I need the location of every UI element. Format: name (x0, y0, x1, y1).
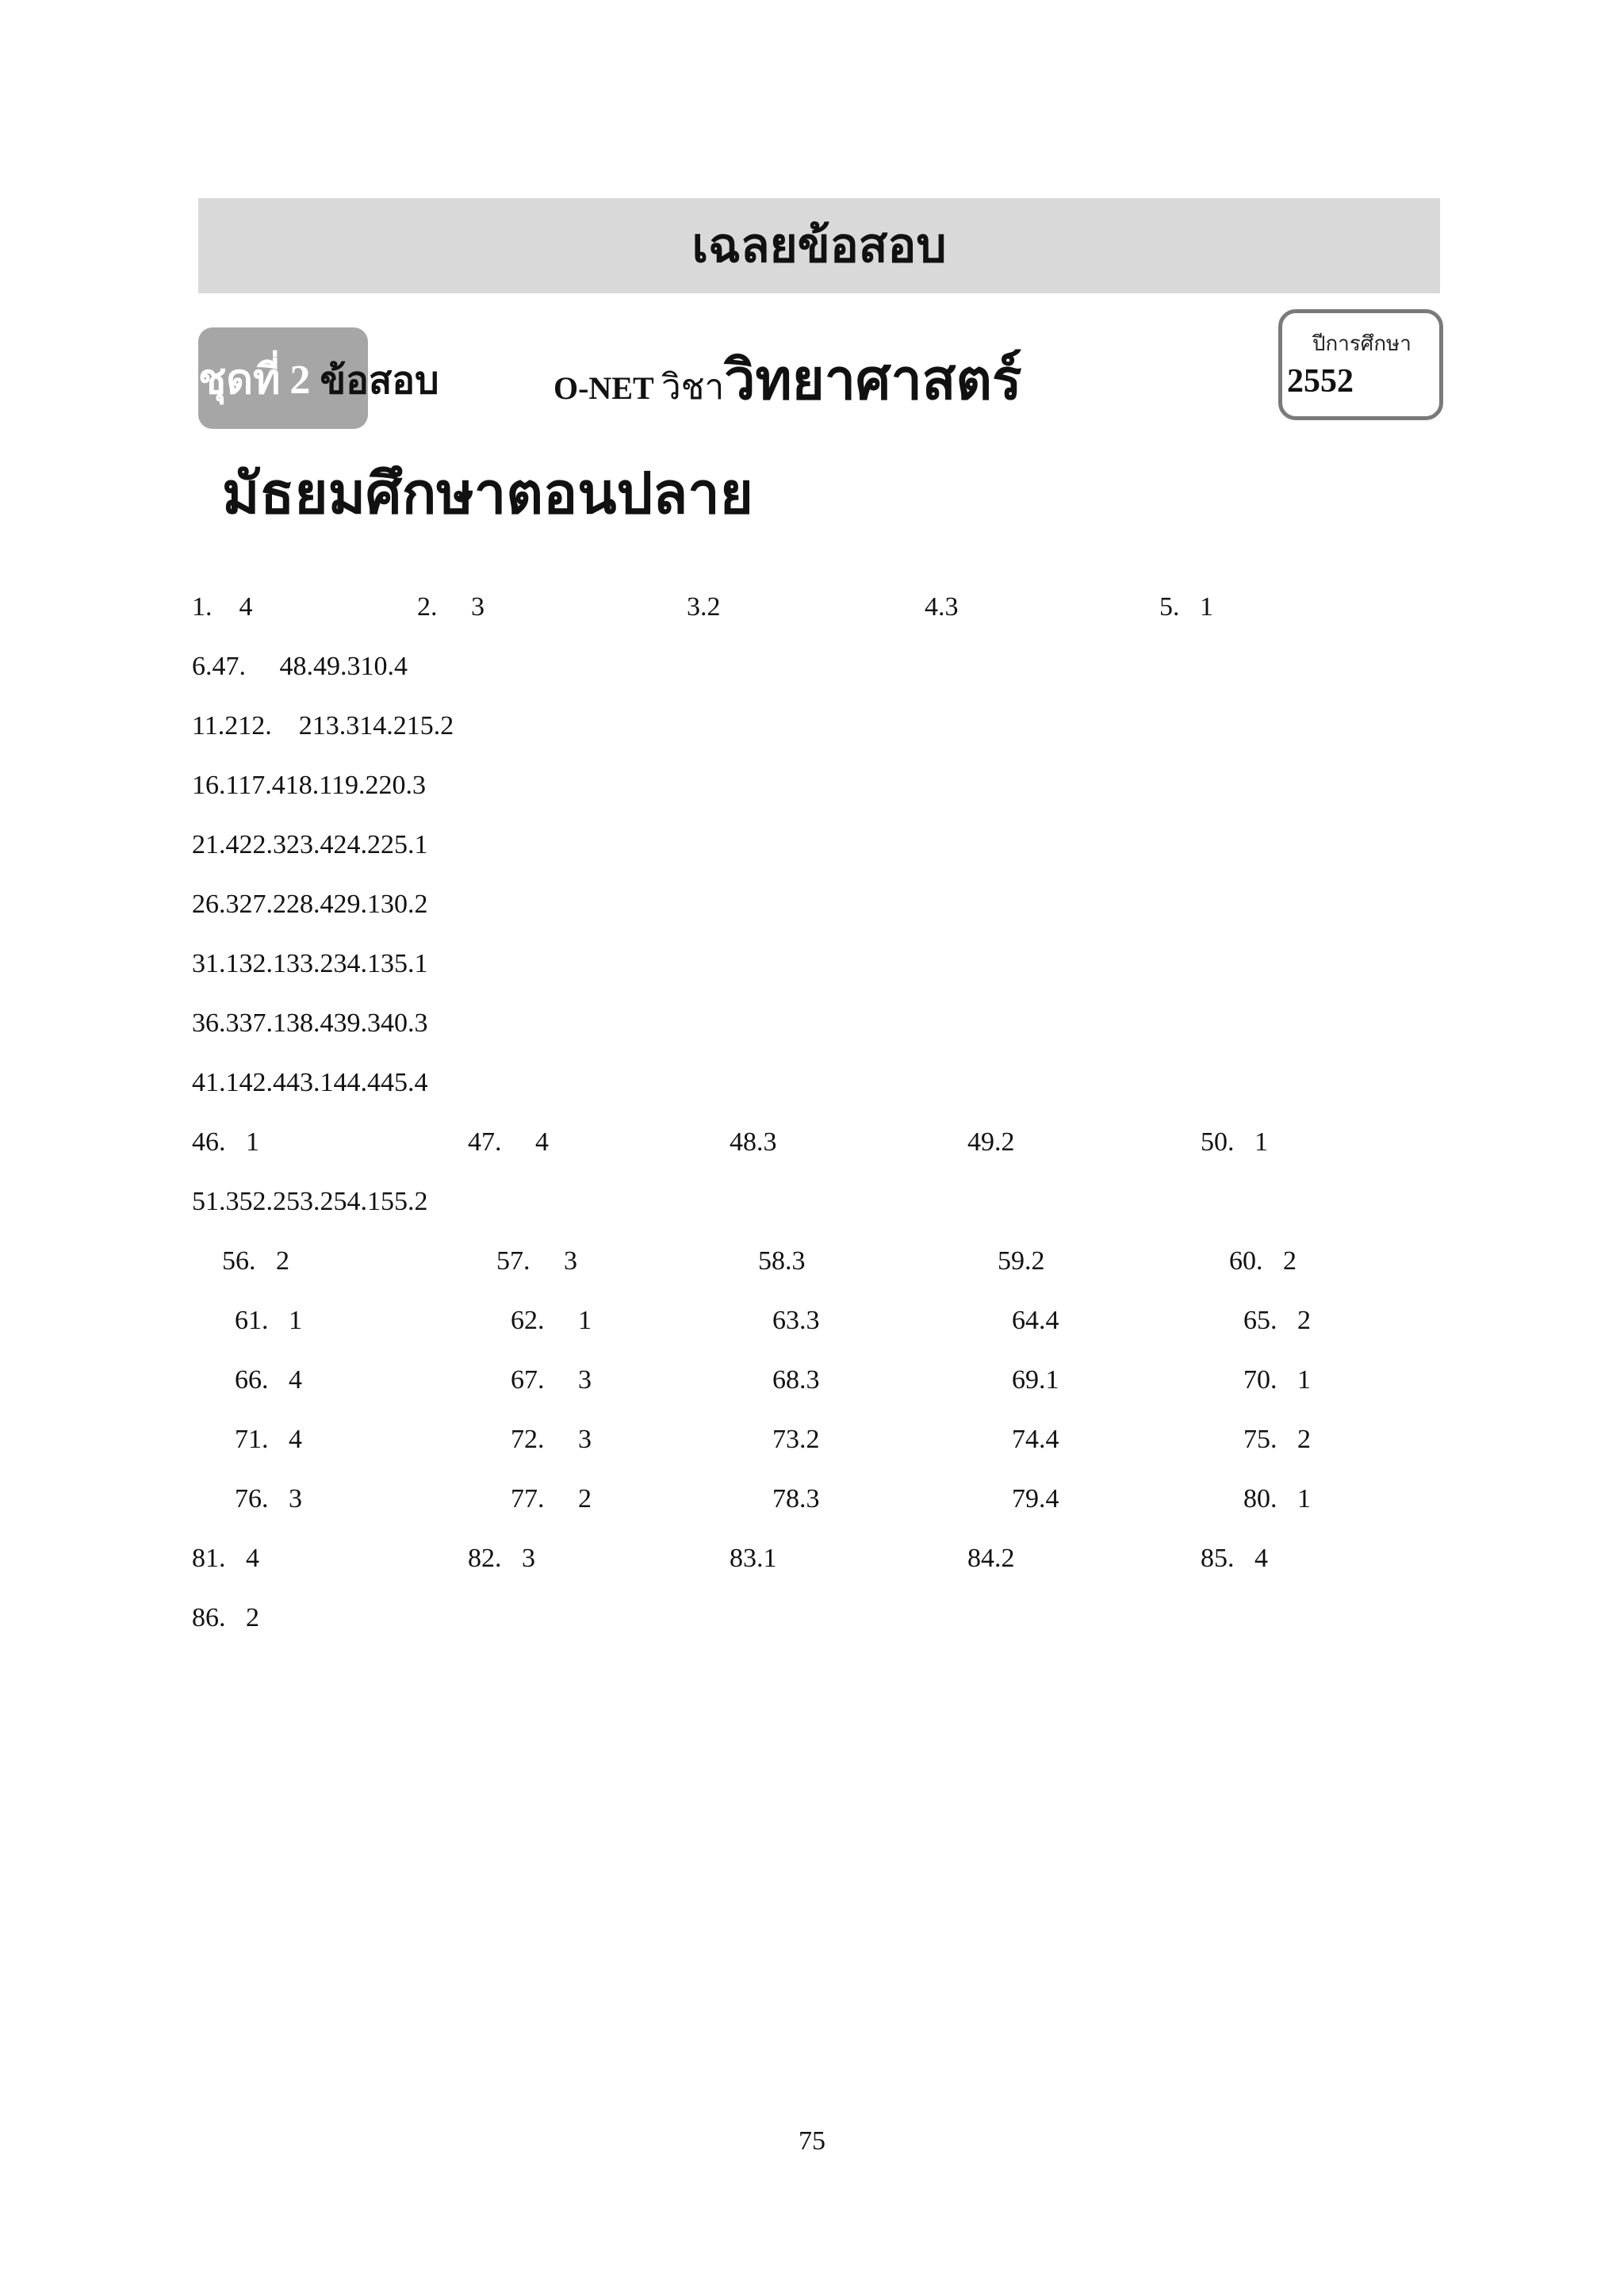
exam-name: O-NET (553, 370, 653, 406)
answer-row (0, 1238, 1624, 1285)
answer-item: 80. 1 (1243, 1484, 1311, 1513)
answer-row (0, 881, 1624, 928)
answer-item: 76. 3 (235, 1484, 302, 1513)
answer-item: 75. 2 (1243, 1425, 1311, 1454)
answer-item: 77. 2 (511, 1484, 592, 1513)
answer-row (0, 643, 1624, 691)
answer-item: 69.1 (1012, 1365, 1059, 1395)
answer-item: 81. 4 (192, 1544, 259, 1573)
set-number: 2 (289, 358, 311, 403)
answer-row (0, 1416, 1624, 1464)
answer-item: 59.2 (998, 1246, 1045, 1276)
answer-row (0, 1178, 1624, 1226)
year-box (1278, 309, 1443, 420)
answer-row (0, 584, 1624, 631)
subject-prefix: วิชา (661, 368, 725, 407)
answer-item: 63.3 (772, 1306, 820, 1335)
answer-row (0, 1059, 1624, 1107)
answer-item: 31.132.133.234.135.1 (192, 949, 428, 978)
answer-item: 4.3 (925, 592, 959, 622)
answer-item: 86. 2 (192, 1603, 259, 1632)
answer-item: 83.1 (730, 1544, 777, 1573)
answer-row (0, 1475, 1624, 1523)
answer-row (0, 940, 1624, 988)
answer-item: 48.3 (730, 1127, 777, 1157)
answer-item: 73.2 (772, 1425, 820, 1454)
answer-item: 78.3 (772, 1484, 820, 1513)
set-suffix: ข้อสอบ (320, 360, 439, 402)
answer-item: 6.47. 48.49.310.4 (192, 652, 408, 681)
answer-item: 46. 1 (192, 1127, 259, 1157)
year-value: 2552 (1287, 363, 1354, 400)
answer-item: 41.142.443.144.445.4 (192, 1068, 428, 1097)
answer-item: 72. 3 (511, 1425, 592, 1454)
answer-item: 57. 3 (496, 1246, 577, 1276)
answer-row (0, 821, 1624, 869)
answer-row (0, 762, 1624, 809)
answer-item: 5. 1 (1159, 592, 1213, 622)
answer-item: 61. 1 (235, 1306, 302, 1335)
page-number: 75 (799, 2126, 825, 2156)
answer-item: 51.352.253.254.155.2 (192, 1187, 428, 1216)
answer-item: 62. 1 (511, 1306, 592, 1335)
answer-item: 85. 4 (1201, 1544, 1268, 1573)
answer-item: 84.2 (967, 1544, 1015, 1573)
exam-title (553, 350, 1022, 415)
answer-row (0, 1000, 1624, 1047)
level-heading: มัธยมศึกษาตอนปลาย (222, 462, 753, 526)
answer-item: 47. 4 (468, 1127, 549, 1157)
year-label: ปีการศึกษา (1312, 332, 1411, 356)
answer-item: 79.4 (1012, 1484, 1059, 1513)
answer-item: 66. 4 (235, 1365, 302, 1395)
header-band (198, 198, 1440, 293)
answer-item: 2. 3 (417, 592, 485, 622)
answer-row (0, 1535, 1624, 1582)
answer-item: 26.327.228.429.130.2 (192, 890, 428, 919)
answer-item: 67. 3 (511, 1365, 592, 1395)
set-heading (198, 353, 439, 409)
answer-row (0, 1357, 1624, 1404)
subject-name: วิทยาศาสตร์ (724, 350, 1022, 411)
answer-row (0, 1297, 1624, 1345)
answer-item: 50. 1 (1201, 1127, 1268, 1157)
answer-item: 21.422.323.424.225.1 (192, 830, 428, 859)
answer-item: 70. 1 (1243, 1365, 1311, 1395)
answer-item: 74.4 (1012, 1425, 1059, 1454)
answer-item: 11.212. 213.314.215.2 (192, 711, 454, 740)
answer-item: 65. 2 (1243, 1306, 1311, 1335)
answer-item: 64.4 (1012, 1306, 1059, 1335)
answer-item: 58.3 (758, 1246, 806, 1276)
answer-item: 36.337.138.439.340.3 (192, 1008, 428, 1038)
answer-item: 68.3 (772, 1365, 820, 1395)
answer-row (0, 1119, 1624, 1166)
answer-item: 49.2 (967, 1127, 1015, 1157)
answer-item: 1. 4 (192, 592, 253, 622)
answer-row (0, 1594, 1624, 1642)
answer-item: 60. 2 (1229, 1246, 1297, 1276)
answer-item: 56. 2 (222, 1246, 289, 1276)
set-word: ชุดที่ (198, 358, 281, 403)
answer-item: 3.2 (687, 592, 721, 622)
answer-row (0, 702, 1624, 750)
answer-item: 71. 4 (235, 1425, 302, 1454)
answer-item: 16.117.418.119.220.3 (192, 771, 426, 800)
answer-item: 82. 3 (468, 1544, 535, 1573)
page-title: เฉลยข้อสอบ (691, 220, 947, 272)
